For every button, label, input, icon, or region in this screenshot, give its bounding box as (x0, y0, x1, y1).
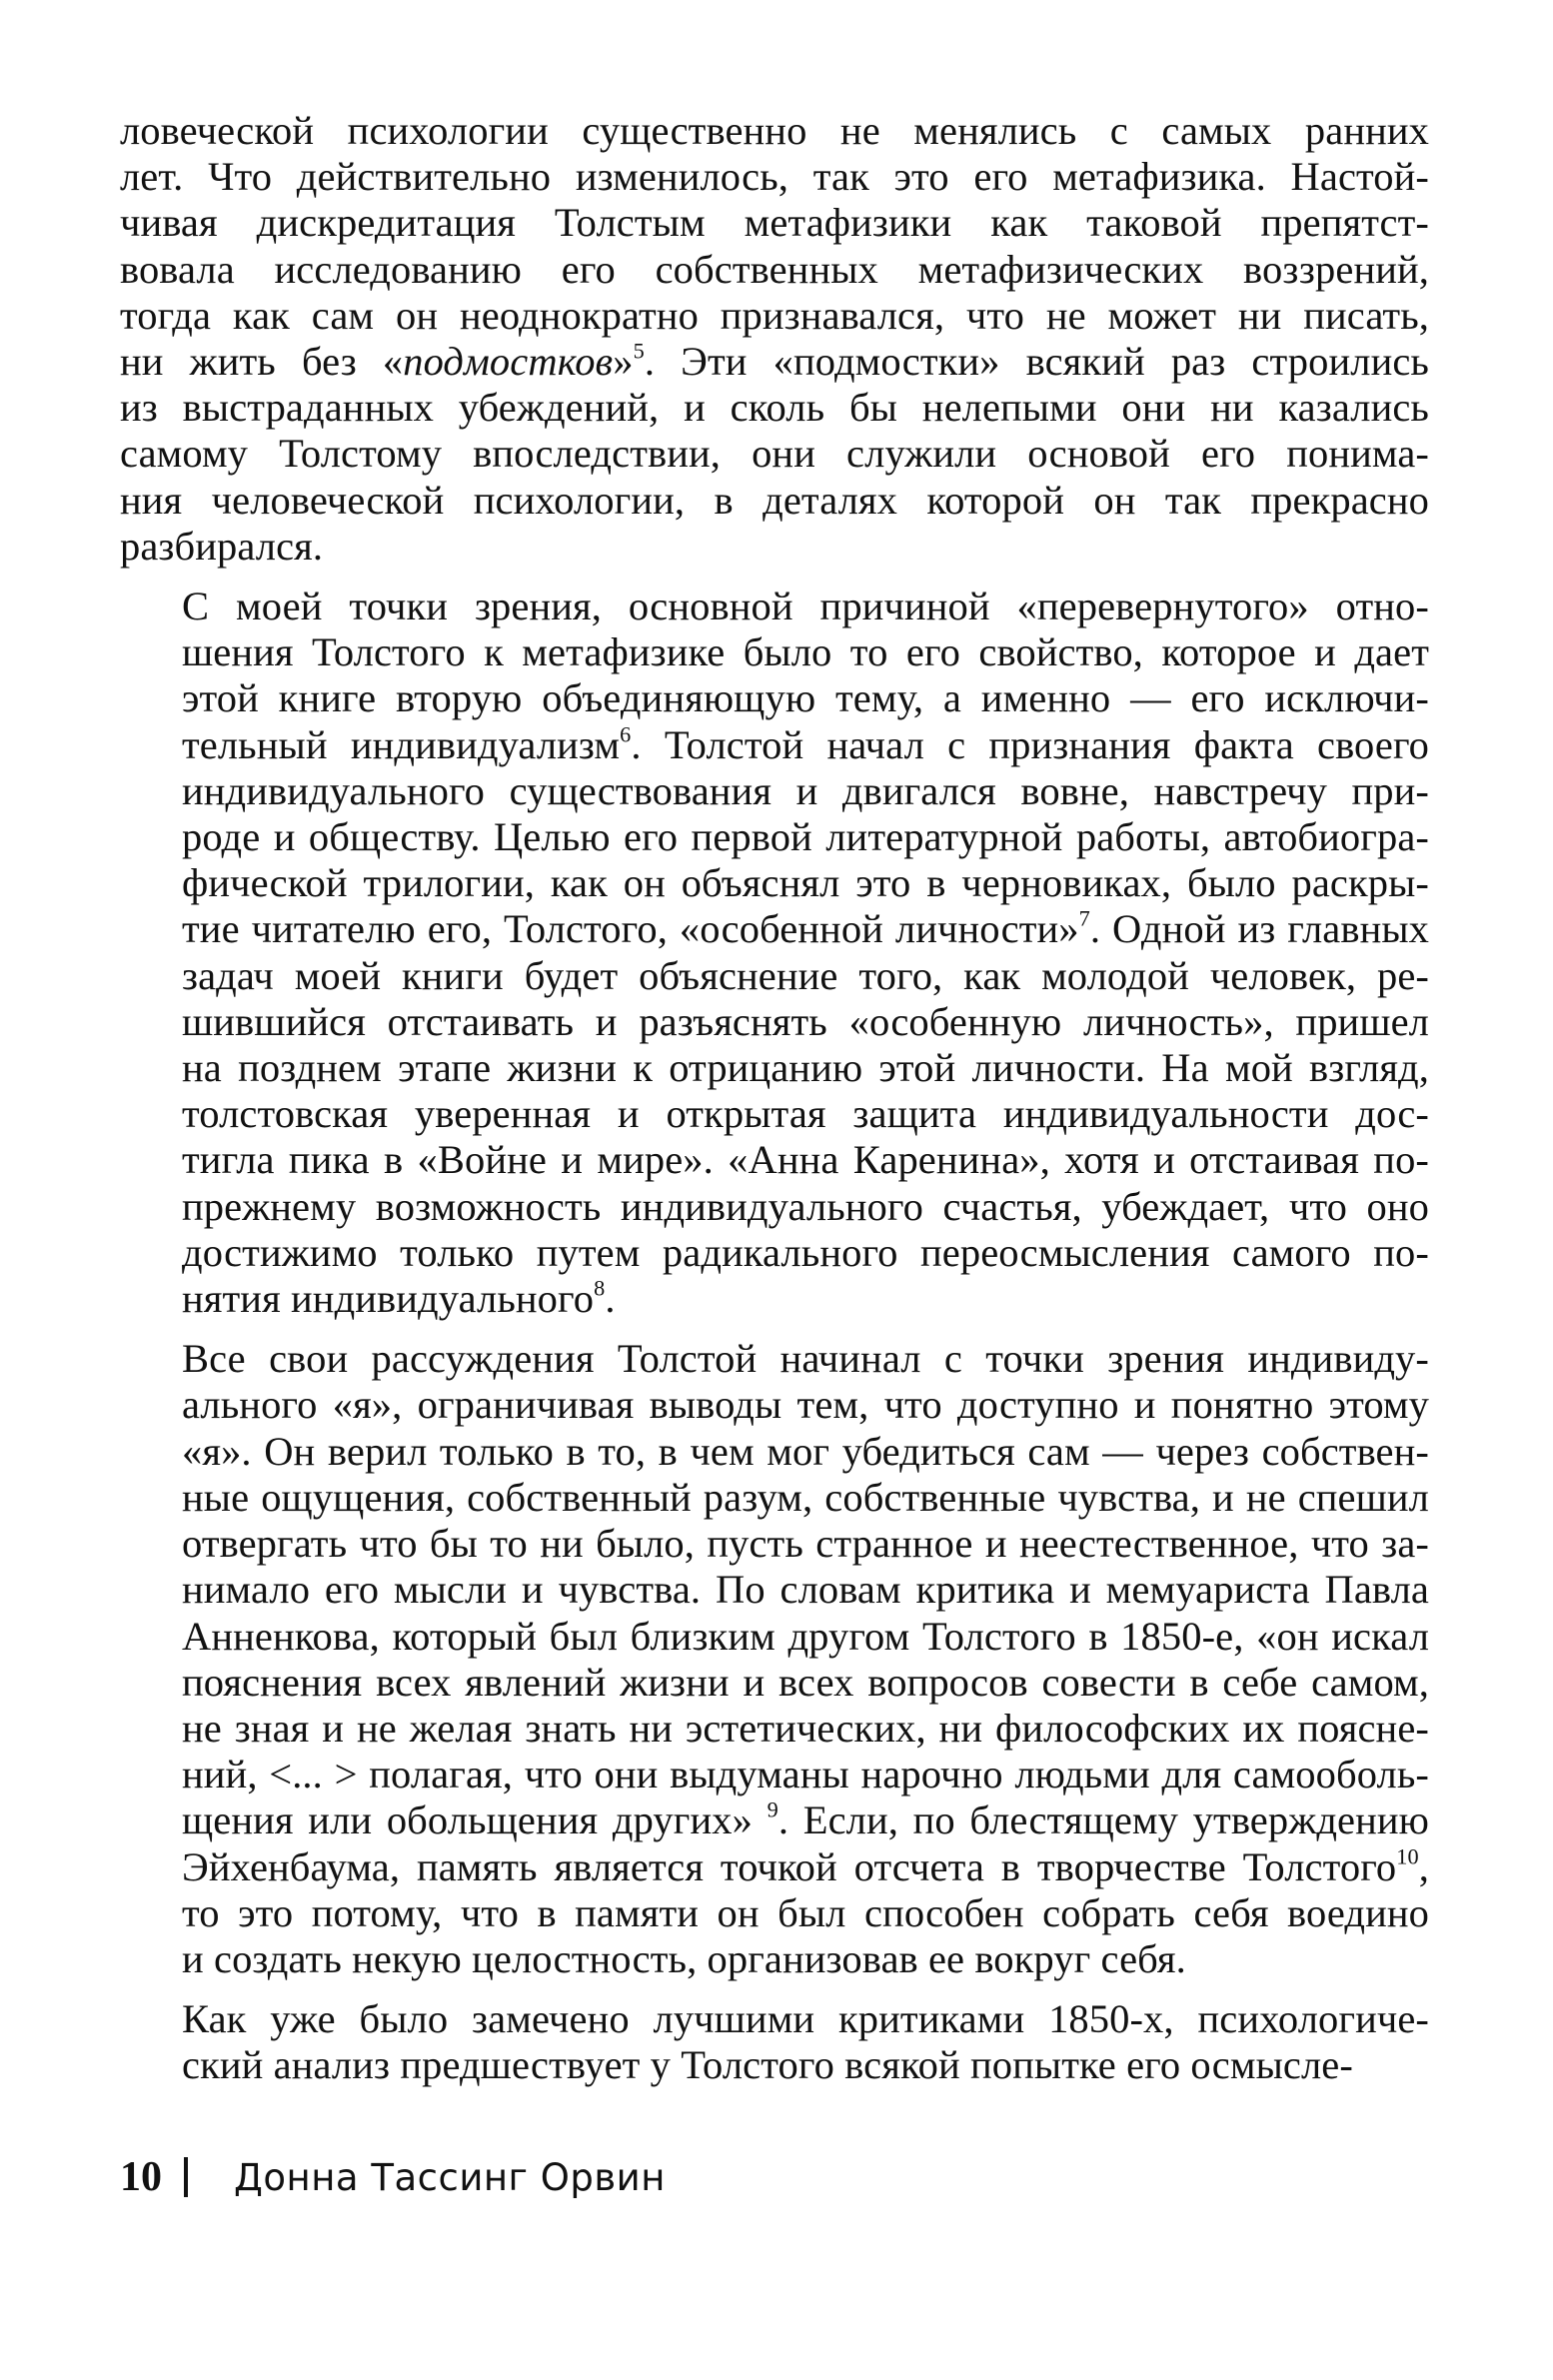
text-segment[interactable]: тельный индивидуализм (182, 721, 621, 767)
text-line: ные ощущения, собственный разум, собственные чувства, и не спешил (182, 1474, 1429, 1520)
text-line: не зная и не желая знать ни эстетических, ни философских их пояснe- (182, 1705, 1429, 1751)
emphasis: подмостков (403, 339, 614, 385)
text-segment[interactable]: щения или обольщения других» (182, 1797, 768, 1843)
text-line: этой книге вторую объединяющую тему, а именно — его исключи- (182, 675, 1429, 721)
text-line: нимало его мысли и чувства. По словам критика и мемуариста Павла (182, 1567, 1429, 1613)
footnote-ref[interactable]: 10 (1396, 1842, 1419, 1868)
page-footer (120, 2150, 666, 2204)
text-line: «я». Он верил только в то, в чем мог убедиться сам — через собствен- (182, 1428, 1429, 1474)
text-line (120, 906, 1429, 952)
text-line: ального «я», ограничивая выводы тем, что доступно и понятно этому (182, 1382, 1429, 1428)
text-segment[interactable]: нятия индивидуального (182, 1276, 595, 1322)
text-line: вовала исследованию его собственных метафизических воззрений, (120, 246, 1429, 292)
text-line: разбирался. (120, 523, 324, 569)
text-line: Анненкова, который был близким другом Толстого в 1850-е, «он искал (182, 1613, 1429, 1659)
text-segment[interactable]: » (613, 339, 634, 385)
text-line: ний, <... > полагая, что они выдуманы нарочно людьми для самооболь- (182, 1752, 1429, 1797)
text-line (120, 339, 1429, 385)
text-line: ловеческой психологии существенно не менялись с самых ранних (120, 108, 1429, 153)
text-line: толстовская уверенная и открытая защита индивидуальности дос- (182, 1091, 1429, 1137)
text-line: тогда как сам он неоднократно признавался, что не может ни писать, (120, 292, 1429, 338)
text-line: прежнему возможность индивидуального счастья, убеждает, что оно (182, 1183, 1429, 1229)
paragraph (120, 1336, 1429, 1982)
text-line: то это потому, что в памяти он был способен собрать себя воедино (182, 1889, 1429, 1935)
text-line: на позднем этапе жизни к отрицанию этой личности. На мой взгляд, (182, 1045, 1429, 1091)
text-line: отвергать что бы то ни было, пусть странное и неестественное, что за- (182, 1521, 1429, 1567)
text-line: из выстраданных убеждений, и сколь бы нелепыми они ни казались (120, 385, 1429, 431)
text-line: Как уже было замечено лучшими критиками 1850-х, психологиче- (182, 1996, 1429, 2042)
text-line: индивидуального существования и двигался вовне, навстречу при- (182, 767, 1429, 813)
text-line: С моей точки зрения, основной причиной «перевернутого» отно- (182, 584, 1429, 629)
text-line: ский анализ предшествует у Толстого всякой попытке его осмысле- (182, 2042, 1353, 2088)
text-line (120, 722, 1429, 768)
text-line: самому Толстому впоследствии, они служили основой его понима- (120, 431, 1429, 477)
footnote-ref[interactable]: 8 (594, 1275, 606, 1301)
text-line: шения Толстого к метафизике было то его свойство, которое и дает (182, 629, 1429, 675)
text-segment[interactable]: . Если, по блестящему утверждению (777, 1797, 1430, 1843)
paragraph (120, 1996, 1429, 2088)
running-head-author: Донна Тассинг Орвин (234, 2155, 666, 2199)
text-segment[interactable]: . (605, 1276, 616, 1322)
text-line: роде и обществу. Целью его первой литературной работы, автобиогра- (182, 814, 1429, 860)
text-line: ния человеческой психологии, в деталях которой он так прекрасно (120, 477, 1429, 523)
footnote-ref[interactable]: 7 (1078, 905, 1090, 931)
footnote-ref[interactable]: 9 (767, 1796, 778, 1822)
text-line: задач моей книги будет объяснение того, как молодой человек, ре- (182, 952, 1429, 998)
text-line: чивая дискредитация Толстым метафизики как таковой препятст- (120, 200, 1429, 246)
footer-divider (184, 2157, 188, 2197)
paragraph (120, 108, 1429, 570)
text-segment[interactable]: ни жить без « (120, 339, 404, 385)
text-line: Все свои рассуждения Толстой начинал с точки зрения индивиду- (182, 1336, 1429, 1382)
text-segment[interactable]: . Одной из главных (1089, 906, 1430, 952)
text-segment[interactable]: . Толстой начал с признания факта своего (631, 721, 1429, 767)
footnote-ref[interactable]: 5 (633, 338, 645, 364)
text-line: лет. Что действительно изменилось, так это его метафизика. Настой- (120, 154, 1429, 200)
page-number: 10 (120, 2154, 162, 2200)
text-line (120, 1797, 1429, 1843)
text-segment[interactable]: . Эти «подмостки» всякий раз строились (644, 339, 1429, 385)
text-segment[interactable]: Эйхенбаума, память является точкой отсчета в творчестве Толстого (182, 1843, 1397, 1889)
text-segment[interactable]: тие читателю его, Толстого, «особенной личности» (182, 906, 1079, 952)
text-segment[interactable]: , (1418, 1843, 1429, 1889)
text-line: тигла пика в «Войне и мире». «Анна Каренина», хотя и отстаивая по- (182, 1137, 1429, 1183)
text-line: шившийся отстаивать и разъяснять «особенную личность», пришел (182, 998, 1429, 1044)
text-line: и создать некую целостность, организовав ее вокруг себя. (182, 1935, 1186, 1981)
text-line (120, 1276, 1429, 1322)
text-line: пояснения всех явлений жизни и всех вопросов совести в себе самом, (182, 1659, 1429, 1705)
text-line: достижимо только путем радикального переосмысления самого по- (182, 1229, 1429, 1275)
page-body (120, 108, 1429, 2103)
paragraph (120, 584, 1429, 1322)
footnote-ref[interactable]: 6 (620, 720, 632, 746)
text-line: фической трилогии, как он объяснял это в черновиках, было раскры- (182, 860, 1429, 906)
text-line (120, 1844, 1429, 1890)
